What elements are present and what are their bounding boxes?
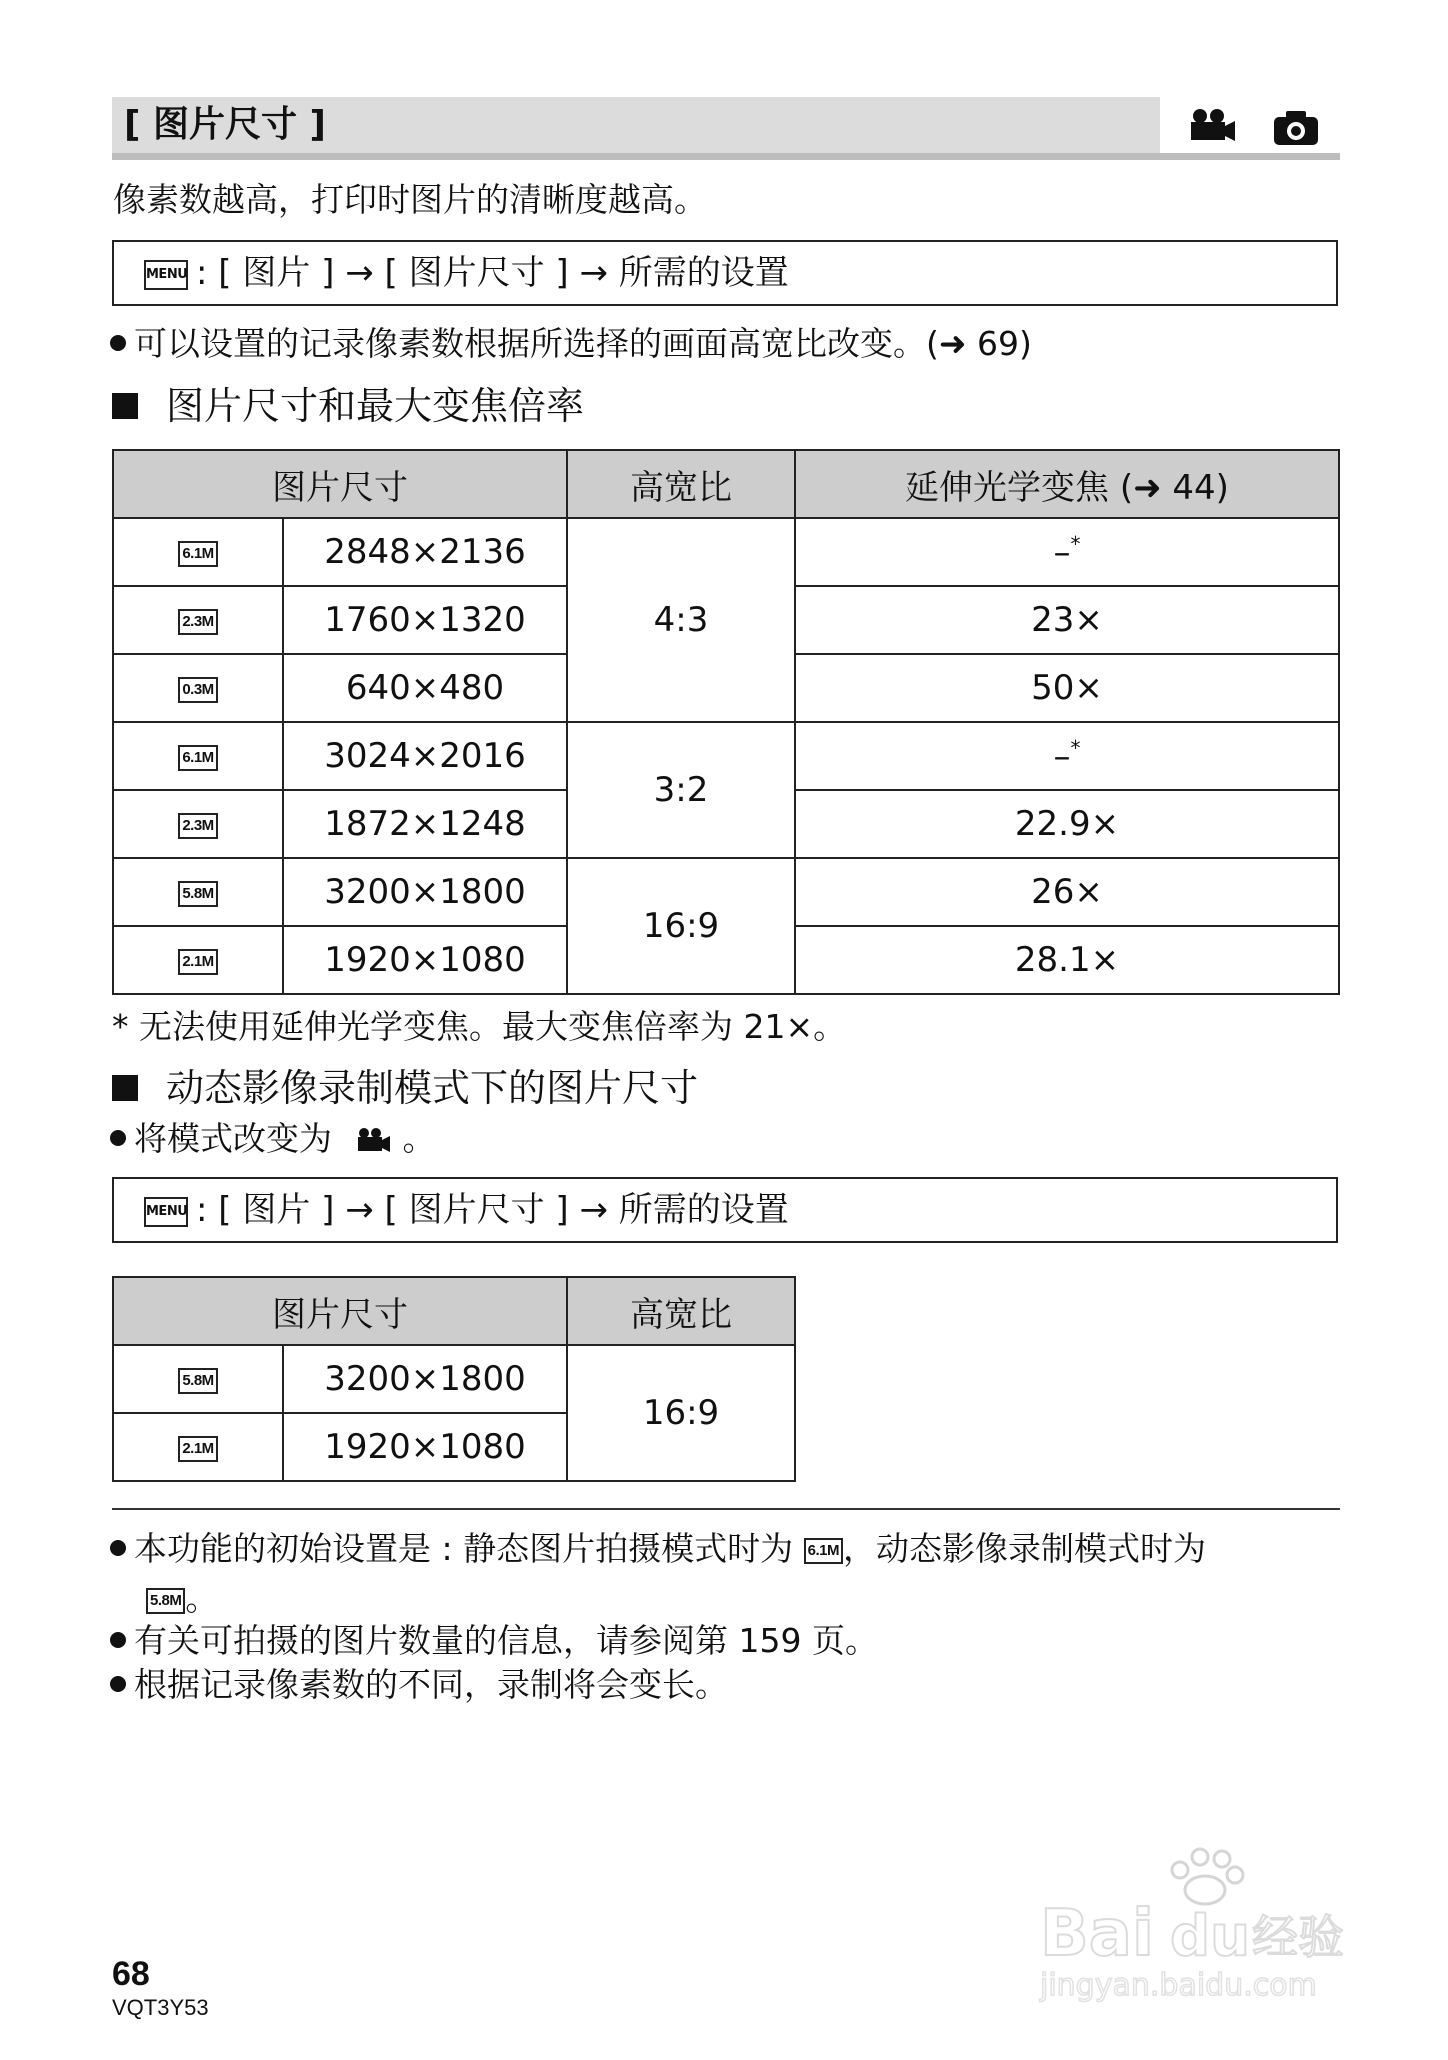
svg-text:Bai: Bai <box>1040 1897 1154 1971</box>
zoom-value: 28.1× <box>795 926 1339 994</box>
bullet-dot <box>110 1540 126 1556</box>
size-icon: 6.1M <box>178 541 217 567</box>
zoom-value: –* <box>795 518 1339 586</box>
zoom-value: 26× <box>795 858 1339 926</box>
movie-camera-icon <box>353 1125 393 1157</box>
baidu-watermark-logo <box>1030 1845 1360 2005</box>
note-default-cont: 5.8M 。 <box>146 1577 218 1621</box>
pixel-size: 1920×1080 <box>283 926 567 994</box>
note-aspect: 可以设置的记录像素数根据所选择的画面高宽比改变。(➜ 69) <box>110 322 1032 366</box>
column-header: 高宽比 <box>567 450 795 518</box>
section-title: [ 图片尺寸 ] <box>124 104 326 145</box>
menu-path-box <box>112 1177 1338 1243</box>
size-icon: 5.8M <box>178 1368 217 1394</box>
intro-text: 像素数越高，打印时图片的清晰度越高。 <box>113 180 707 219</box>
note-record: 根据记录像素数的不同，录制将会变长。 <box>110 1663 728 1707</box>
column-header: 延伸光学变焦 (➜ 44) <box>795 450 1339 518</box>
movie-size-table <box>112 1276 796 1482</box>
pixel-size: 3024×2016 <box>283 722 567 790</box>
table-row <box>113 1345 795 1413</box>
size-icon: 0.3M <box>178 677 217 703</box>
note-default: 本功能的初始设置是 : 静态图片拍摄模式时为 6.1M ，动态影像录制模式时为 <box>110 1527 1206 1571</box>
zoom-value: 22.9× <box>795 790 1339 858</box>
pixel-size: 3200×1800 <box>283 1345 567 1413</box>
size-icon: 6.1M <box>804 1538 843 1564</box>
svg-text:jingyan.baidu.com: jingyan.baidu.com <box>1040 1968 1317 2003</box>
pixel-size: 1920×1080 <box>283 1413 567 1481</box>
pixel-size: 1872×1248 <box>283 790 567 858</box>
aspect-ratio: 16:9 <box>567 1345 795 1481</box>
size-icon: 2.1M <box>178 1436 217 1462</box>
menu-icon: MENU <box>144 260 188 290</box>
bullet-dot <box>110 335 126 351</box>
still-camera-icon <box>1274 111 1318 145</box>
bullet-dot <box>110 1130 126 1146</box>
section-heading: 动态影像录制模式下的图片尺寸 <box>112 1064 698 1112</box>
mode-note: 将模式改变为 。 <box>110 1117 436 1161</box>
svg-text:经验: 经验 <box>1252 1910 1344 1964</box>
zoom-table <box>112 449 1340 995</box>
title-underline <box>112 153 1340 160</box>
menu-icon: MENU <box>144 1197 188 1227</box>
size-icon: 6.1M <box>178 745 217 771</box>
table-row <box>113 722 1339 790</box>
size-icon: 2.3M <box>178 609 217 635</box>
divider <box>112 1508 1340 1510</box>
bullet-dot <box>110 1632 126 1648</box>
note-count: 有关可拍摄的图片数量的信息，请参阅第 159 页。 <box>110 1619 878 1663</box>
pixel-size: 2848×2136 <box>283 518 567 586</box>
document-code: VQT3Y53 <box>112 1995 209 2020</box>
bullet-dot <box>110 1676 126 1692</box>
size-icon: 2.1M <box>178 949 217 975</box>
menu-path-box <box>112 240 1338 306</box>
aspect-ratio: 4:3 <box>567 518 795 722</box>
pixel-size: 1760×1320 <box>283 586 567 654</box>
column-header: 图片尺寸 <box>113 450 567 518</box>
movie-camera-icon <box>1191 109 1235 141</box>
footnote: * 无法使用延伸光学变焦。最大变焦倍率为 21×。 <box>112 1007 847 1046</box>
svg-text:du: du <box>1170 1904 1250 1969</box>
pixel-size: 640×480 <box>283 654 567 722</box>
zoom-value: 50× <box>795 654 1339 722</box>
size-icon: 2.3M <box>178 813 217 839</box>
zoom-value: –* <box>795 722 1339 790</box>
section-heading: 图片尺寸和最大变焦倍率 <box>112 382 584 430</box>
menu-path-text: : [ 图片 ] → [ 图片尺寸 ] → 所需的设置 <box>196 1190 789 1230</box>
size-icon: 5.8M <box>178 881 217 907</box>
square-bullet <box>112 1075 138 1101</box>
zoom-value: 23× <box>795 586 1339 654</box>
pixel-size: 3200×1800 <box>283 858 567 926</box>
table-row <box>113 518 1339 586</box>
table-row <box>113 858 1339 926</box>
aspect-ratio: 16:9 <box>567 858 795 994</box>
mode-icons <box>1180 101 1340 151</box>
square-bullet <box>112 393 138 419</box>
size-icon: 5.8M <box>146 1588 185 1614</box>
page-number: 68 <box>112 1955 150 1993</box>
aspect-ratio: 3:2 <box>567 722 795 858</box>
menu-path-text: : [ 图片 ] → [ 图片尺寸 ] → 所需的设置 <box>196 253 789 293</box>
column-header: 图片尺寸 <box>113 1277 567 1345</box>
column-header: 高宽比 <box>567 1277 795 1345</box>
